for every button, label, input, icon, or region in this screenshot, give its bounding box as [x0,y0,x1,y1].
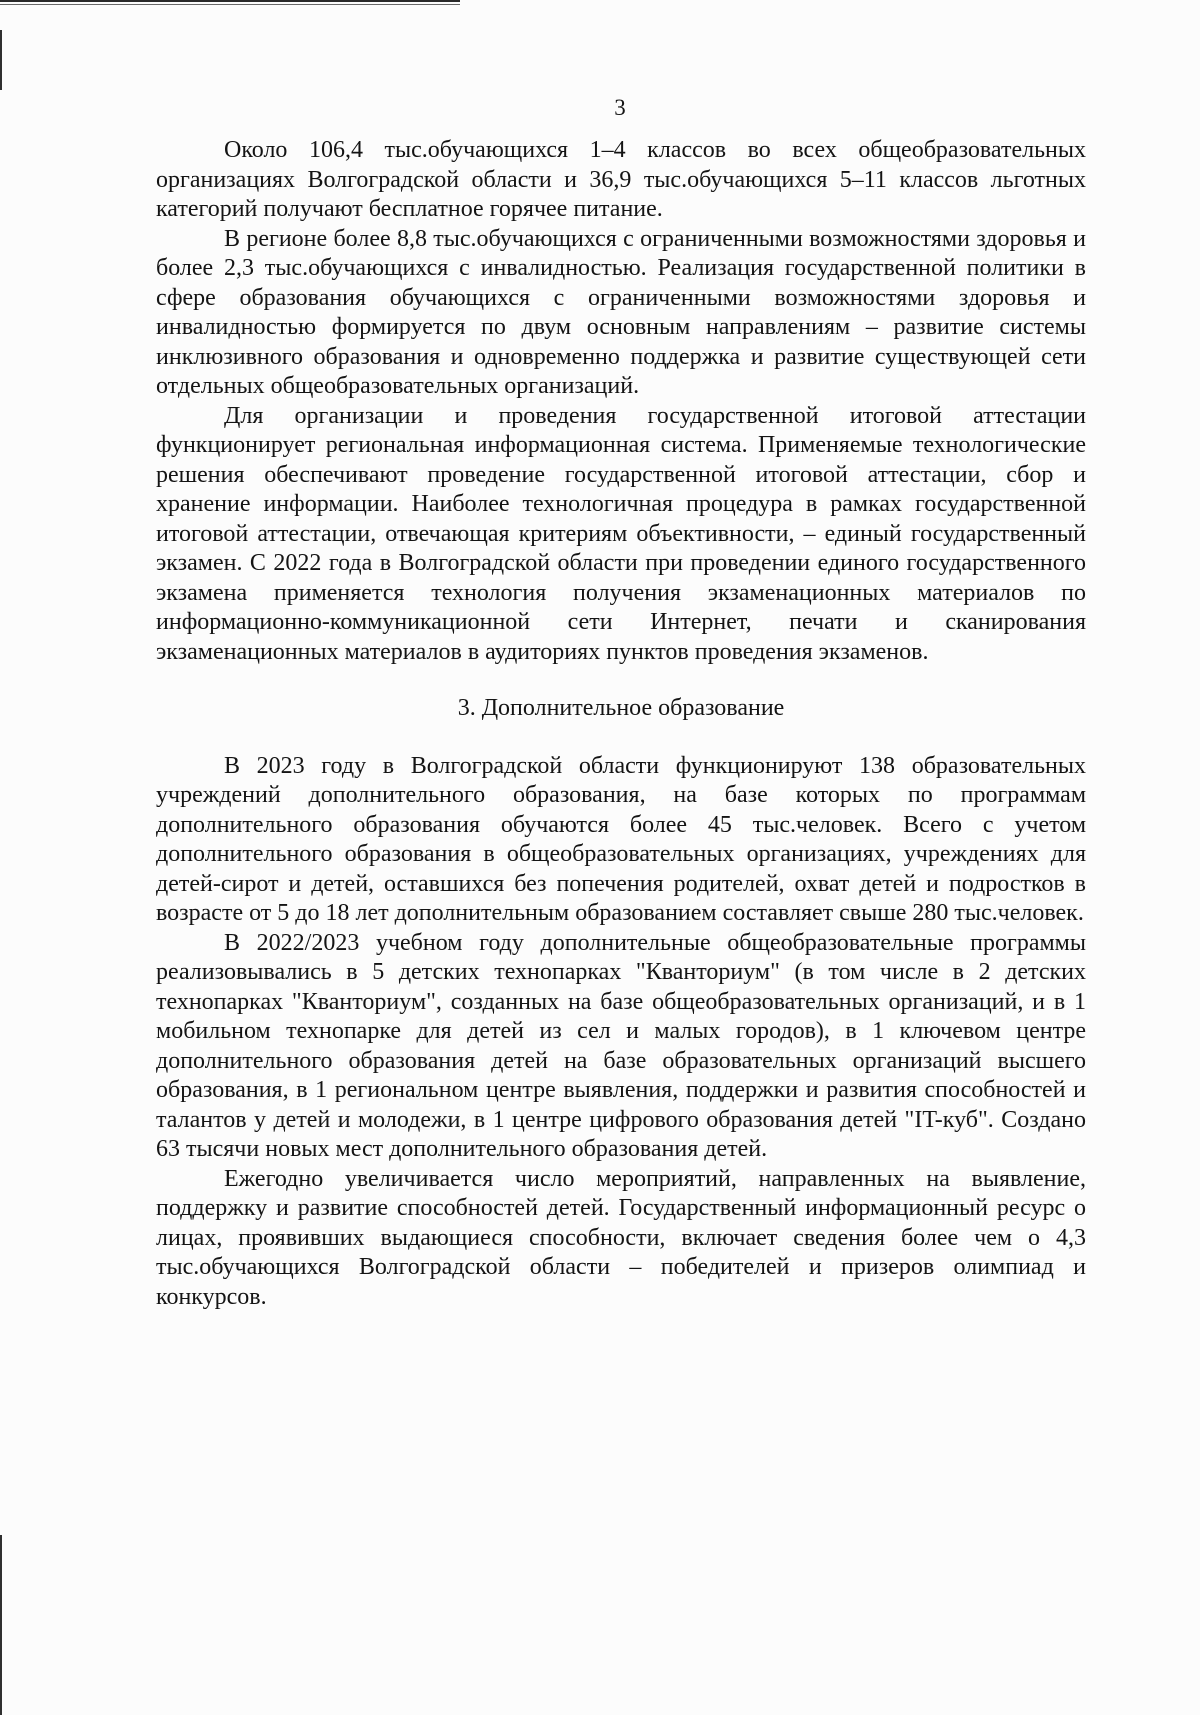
scan-edge-top [0,0,460,2]
paragraph-disabilities: В регионе более 8,8 тыс.обучающихся с ограниченными возможностями здоровья и более 2,3 тыс.обучающихся с инвалидностью. Реализация государственной политики в сфере образования обучающихся с ограниченными возможностями здоровья и инвалидностью формируется по двум основным направлениям – развитие системы инклюзивного образования и одновременно поддержка и развитие существующей сети отдельных общеобразовательных организаций. [156,225,1086,399]
scan-edge-top-secondary [0,4,460,5]
paragraph-hot-meals: Около 106,4 тыс.обучающихся 1–4 классов во всех общеобразовательных организациях Волгоградской области и 36,9 тыс.обучающихся 5–11 классов льготных категорий получают бесплатное горячее питание. [156,137,1086,222]
paragraph-additional-education: В 2023 году в Волгоградской области функционируют 138 образовательных учреждений дополнительного образования, на базе которых по программам дополнительного образования обучаются более 45 тыс.человек. Всего с учетом дополнительного образования в общеобразовательных организациях, учреждениях для детей-сирот и детей, оставшихся без попечения родителей, охват детей и подростков в возрасте от 5 до 18 лет дополнительным образованием составляет свыше 280 тыс.человек. [156,752,1086,926]
paragraph-attestation: Для организации и проведения государственной итоговой аттестации функционирует региональная информационная система. Применяемые технологические решения обеспечивают проведение государственной итоговой аттестации, сбор и хранение информации. Наиболее технологичная процедура в рамках государственной итоговой аттестации, отвечающая критериям объективности, – единый государственный экзамен. С 2022 года в Волгоградской области при проведении единого государственного экзамена применяется технология получения экзаменационных материалов по информационно-коммуникационной сети Интернет, печати и сканирования экзаменационных материалов в аудиториях пунктов проведения экзаменов. [156,402,1086,665]
paragraph-gifted-children: Ежегодно увеличивается число мероприятий, направленных на выявление, поддержку и развитие способностей детей. Государственный информационный ресурс о лицах, проявивших выдающиеся способности, включает сведения более чем о 4,3 тыс.обучающихся Волгоградской области – победителей и призеров олимпиад и конкурсов. [156,1165,1086,1310]
paragraph-technoparks: В 2022/2023 учебном году дополнительные общеобразовательные программы реализовывались в 5 детских технопарках "Кванториум" (в том числе в 2 детских технопарках "Кванториум", созданных на базе общеобразовательных организаций, и в 1 мобильном технопарке для детей из сел и малых городов), в 1 ключевом центре дополнительного образования детей на базе образовательных организаций высшего образования, в 1 региональном центре выявления, поддержки и развития способностей и талантов у детей и молодежи, в 1 центре цифрового образования детей "IT-куб". Создано 63 тысячи новых мест дополнительного образования детей. [156,929,1086,1162]
scan-edge-left-lower [0,1535,2,1715]
page-number: 3 [614,95,626,120]
document-body [156,136,1086,1312]
scan-edge-left-upper [0,30,2,90]
section-heading: 3. Дополнительное образование [457,695,785,721]
